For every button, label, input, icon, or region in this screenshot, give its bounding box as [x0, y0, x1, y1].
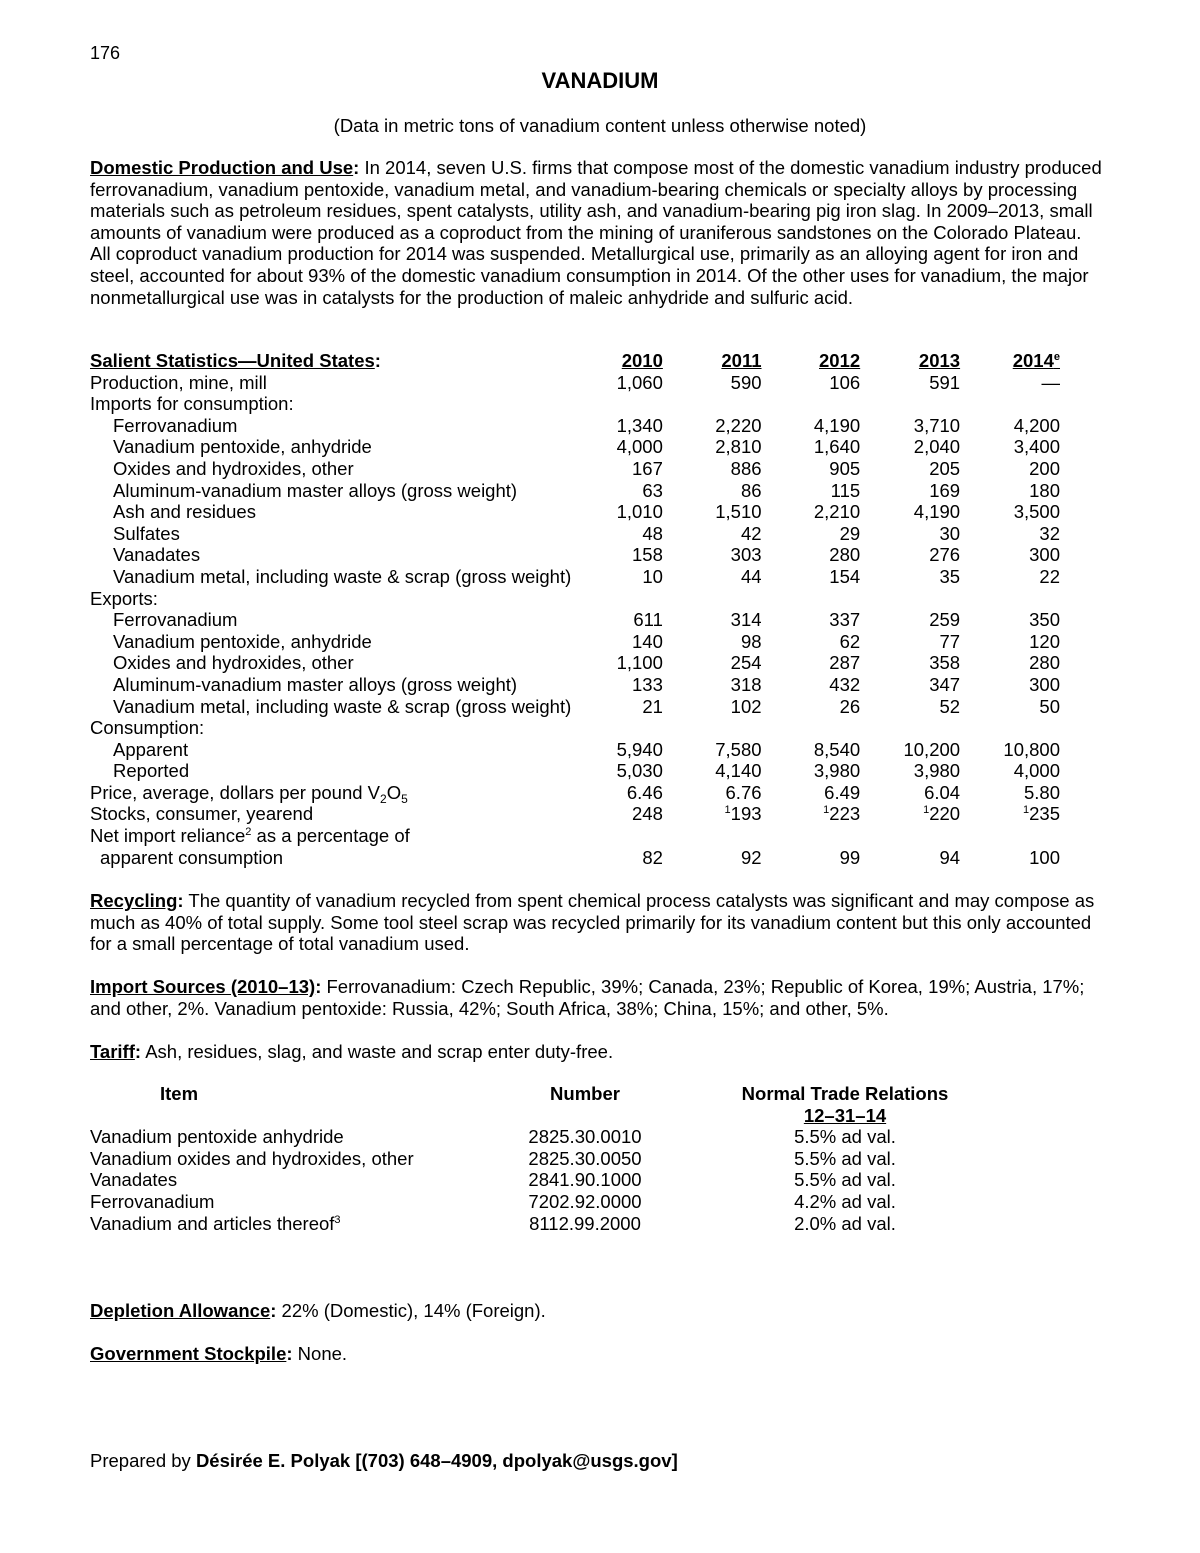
- stats-row: [90, 458, 1060, 480]
- stats-value: 259: [929, 609, 961, 631]
- stats-row-label: Production, mine, mill: [90, 371, 267, 393]
- stats-row-label: Net import reliance$^2$ as a percentage of: [90, 825, 410, 847]
- stats-value: 314: [730, 609, 762, 631]
- stats-value: 6.46: [626, 781, 663, 803]
- stats-value: [860, 588, 960, 610]
- stats-row: [90, 436, 1060, 458]
- stats-value: [663, 717, 762, 739]
- stats-row-label: Oxides and hydroxides, other: [113, 457, 354, 479]
- stats-value: 4,000: [616, 436, 663, 458]
- stats-value: 3,400: [1013, 436, 1060, 458]
- stats-row-label: Apparent: [113, 738, 189, 760]
- stats-value: 200: [1029, 457, 1060, 479]
- stats-row: [90, 825, 1060, 847]
- stats-value: [762, 717, 861, 739]
- tariff-number: 7202.92.0000: [528, 1190, 642, 1212]
- footnote-mark: 1: [724, 804, 731, 817]
- recycling-text: The quantity of vanadium recycled from spent chemical process catalysts was significant and may compose as much as 40% of total supply. Some tool steel scrap was recycled primarily for its vanadium content but this only accounted for a small percentage of total vanadium used.: [90, 890, 1095, 955]
- stats-value: 52: [939, 695, 961, 717]
- stats-value: 180: [1029, 479, 1060, 501]
- stats-value: [762, 588, 861, 610]
- stats-row-label: Vanadium metal, including waste & scrap (gross weight): [113, 565, 572, 587]
- estimate-mark: e: [1053, 351, 1060, 363]
- stats-row: [90, 393, 1060, 415]
- stats-value: 205: [929, 457, 961, 479]
- stats-value: 4,200: [1013, 414, 1060, 436]
- year-header: 2012: [819, 350, 861, 371]
- stats-value: [960, 825, 1060, 847]
- stats-value: 3,710: [913, 414, 961, 436]
- stats-row: [90, 480, 1060, 502]
- stats-row: [90, 696, 1060, 718]
- stats-value: [960, 717, 1060, 739]
- stats-value: 2,220: [715, 414, 762, 436]
- stats-value: 5,940: [616, 738, 663, 760]
- stats-row: [90, 544, 1060, 566]
- stats-row-label: Stocks, consumer, yearend: [90, 803, 314, 825]
- stats-row-label: Vanadium pentoxide, anhydride: [113, 436, 372, 458]
- stats-value: 154: [829, 565, 861, 587]
- stats-value: [960, 393, 1060, 415]
- stats-value: 3,500: [1013, 501, 1060, 523]
- stats-row-label: Price, average, dollars per pound $V_2O_5$: [90, 781, 408, 806]
- stats-row-label: Ferrovanadium: [113, 609, 238, 631]
- domestic-production-section: Domestic Production and Use: In 2014, seven U.S. firms that compose most of the domestic vanadium industry produced ferrovanadium, vanadium pentoxide, vanadium metal, and vanadium-bearing chemicals or specialty alloys by processing materials such as petroleum residues, spent catalysts, utility ash, and vanadium-bearing pig iron slag. In 2009–2013, small amounts of vanadium were produced as a coproduct from the mining of uraniferous sandstones on the Colorado Plateau. All coproduct vanadium production for 2014 was suspended. Metallurgical use, primarily as an alloying agent for iron and steel, accounted for about 93% of the domestic vanadium consumption in 2014. Of the other uses for vanadium, the major nonmetallurgical use was in catalysts for the production of maleic anhydride and sulfuric acid.: [90, 157, 1102, 308]
- stats-value: 82: [642, 846, 663, 868]
- stats-row: [90, 501, 1060, 523]
- stats-row: [90, 739, 1060, 761]
- stats-value: 3,980: [813, 760, 861, 782]
- tariff-item: Vanadates: [90, 1169, 178, 1191]
- depletion-section: Depletion Allowance: 22% (Domestic), 14% (Foreign).: [90, 1300, 546, 1321]
- page-number: 176: [90, 43, 121, 63]
- stats-header-row: [90, 350, 1060, 372]
- stats-value: 48: [642, 522, 663, 544]
- stats-value: [860, 717, 960, 739]
- stats-value: $^1$223: [823, 803, 861, 825]
- stats-value: 21: [642, 695, 663, 717]
- stats-value: 432: [829, 673, 861, 695]
- stats-value: 4,190: [813, 414, 861, 436]
- tariff-row: [90, 1148, 1000, 1170]
- col-ntr: Normal Trade Relations: [741, 1083, 949, 1104]
- stats-value: 22: [1039, 565, 1060, 587]
- stats-value: 32: [1039, 522, 1060, 544]
- stats-value: 42: [740, 522, 762, 544]
- stats-value: 303: [730, 544, 762, 566]
- stats-value: 280: [1029, 652, 1060, 674]
- stats-row-label: Reported: [113, 760, 190, 782]
- stats-value: [571, 393, 663, 415]
- tariff-item: Vanadium oxides and hydroxides, other: [90, 1147, 414, 1169]
- year-header: 2013: [918, 350, 961, 371]
- stats-value: 2,810: [715, 436, 762, 458]
- stats-row-label: Oxides and hydroxides, other: [113, 652, 354, 674]
- stats-value: 94: [939, 846, 961, 868]
- domestic-heading: Domestic Production and Use: [90, 157, 354, 178]
- stats-value: 611: [633, 609, 663, 631]
- stats-value: 5.80: [1023, 781, 1060, 803]
- stats-value: 26: [839, 695, 861, 717]
- tariff-item: Vanadium and articles thereof$^3$: [90, 1212, 341, 1234]
- stockpile-heading: Government Stockpile: [90, 1343, 287, 1364]
- tariff-number: 8112.99.2000: [529, 1212, 641, 1234]
- stats-value: 10,800: [1003, 738, 1060, 760]
- stats-value: [960, 588, 1060, 610]
- tariff-section: Tariff: Ash, residues, slag, and waste and scrap enter duty-free.: [90, 1041, 614, 1062]
- stats-value: 100: [1029, 846, 1060, 868]
- stats-value: 6.76: [725, 781, 762, 803]
- stats-row-label: Ferrovanadium: [113, 414, 238, 436]
- stats-value: 300: [1029, 673, 1060, 695]
- col-number: Number: [550, 1083, 620, 1104]
- stats-value: 140: [632, 630, 663, 652]
- stats-value: 86: [740, 479, 762, 501]
- stats-value: [663, 393, 762, 415]
- stats-value: 44: [740, 565, 762, 587]
- stats-row: [90, 760, 1060, 782]
- stats-value: 5,030: [616, 760, 663, 782]
- stats-value: [663, 825, 762, 847]
- stats-value: 8,540: [813, 738, 861, 760]
- stats-value: [762, 393, 861, 415]
- stats-row: [90, 566, 1060, 588]
- domestic-text: In 2014, seven U.S. firms that compose most of the domestic vanadium industry produced ferrovanadium, vanadium pentoxide, vanadium metal, and vanadium-bearing chemicals or specialty alloys by processing materials such as petroleum residues, spent catalysts, utility ash, and vanadium-bearing pig iron slag. In 2009–2013, small amounts of vanadium were produced as a coproduct from the mining of uraniferous sandstones on the Colorado Plateau. All coproduct vanadium production for 2014 was suspended. Metallurgical use, primarily as an alloying agent for iron and steel, accounted for about 93% of the domestic vanadium consumption in 2014. Of the other uses for vanadium, the major nonmetallurgical use was in catalysts for the production of maleic anhydride and sulfuric acid.: [90, 157, 1102, 308]
- stats-value: —: [1041, 371, 1060, 393]
- stats-row-label: Sulfates: [113, 522, 180, 544]
- stats-value: 120: [1029, 630, 1060, 652]
- stats-value: 6.04: [924, 781, 961, 803]
- stats-value: 106: [829, 371, 861, 393]
- stats-value: 167: [632, 457, 663, 479]
- author-contact: Désirée E. Polyak [(703) 648–4909, dpolyak@usgs.gov]: [195, 1450, 678, 1471]
- stats-value: 4,000: [1013, 760, 1060, 782]
- stats-value: 4,140: [715, 760, 762, 782]
- stats-value: 92: [740, 846, 762, 868]
- tariff-table: [90, 1083, 1000, 1234]
- prepared-by: [90, 1450, 678, 1472]
- year-header: 2014e: [1012, 350, 1060, 371]
- stats-value: 115: [830, 479, 861, 501]
- stats-row: [90, 674, 1060, 696]
- stats-value: [571, 825, 663, 847]
- stats-row-label: Consumption:: [90, 717, 205, 739]
- tariff-rate: 4.2% ad val.: [794, 1190, 896, 1212]
- stats-value: $^1$193: [724, 803, 762, 825]
- stats-row-label: Aluminum-vanadium master alloys (gross weight): [113, 673, 518, 695]
- stats-value: $^1$220: [923, 803, 961, 825]
- stats-value: 10,200: [903, 738, 961, 760]
- stats-value: [571, 717, 663, 739]
- tariff-row: [90, 1213, 1000, 1235]
- prepared-by-prefix: Prepared by: [90, 1450, 191, 1471]
- stats-value: 98: [740, 630, 762, 652]
- stats-value: 1,640: [813, 436, 861, 458]
- stats-value: 1,060: [616, 371, 663, 393]
- stats-value: 280: [829, 544, 861, 566]
- tariff-item: Vanadium pentoxide anhydride: [90, 1126, 344, 1148]
- tariff-rate: 2.0% ad val.: [794, 1212, 896, 1234]
- recycling-section: Recycling: The quantity of vanadium recycled from spent chemical process catalysts was significant and may compose as much as 40% of total supply. Some tool steel scrap was recycled primarily for its vanadium content but this only accounted for a small percentage of total vanadium used.: [90, 890, 1095, 955]
- stats-row: [90, 588, 1060, 610]
- stats-value: 35: [939, 565, 961, 587]
- tariff-heading: Tariff: [90, 1041, 135, 1062]
- stats-value: 350: [1029, 609, 1060, 631]
- stats-value: 590: [730, 371, 762, 393]
- stats-row: [90, 717, 1060, 739]
- stats-value: 102: [730, 695, 762, 717]
- stockpile-section: Government Stockpile: None.: [90, 1343, 348, 1364]
- stats-value: 276: [929, 544, 961, 566]
- stats-row-label: apparent consumption: [100, 846, 284, 868]
- import-sources-text: Ferrovanadium: Czech Republic, 39%; Canada, 23%; Republic of Korea, 19%; Austria, 17%; and other, 2%. Vanadium pentoxide: Russia, 42%; South Africa, 38%; China, 15%; and other, 5%.: [90, 976, 1085, 1019]
- tariff-rate: 5.5% ad val.: [794, 1169, 896, 1191]
- stats-value: 50: [1039, 695, 1060, 717]
- recycling-heading: Recycling: [90, 890, 178, 911]
- stats-value: 1,340: [616, 414, 663, 436]
- stats-row-label: Vanadates: [113, 544, 201, 566]
- stats-value: 10: [642, 565, 663, 587]
- stats-value: 318: [730, 673, 762, 695]
- stats-row: [90, 372, 1060, 394]
- stats-value: 358: [929, 652, 961, 674]
- tariff-rate: 5.5% ad val.: [794, 1147, 896, 1169]
- tariff-row: [90, 1169, 1000, 1191]
- stats-value: 337: [829, 609, 861, 631]
- stats-row-label: Vanadium metal, including waste & scrap (gross weight): [113, 695, 572, 717]
- tariff-rate: 5.5% ad val.: [794, 1126, 896, 1148]
- stats-row-label: Imports for consumption:: [90, 393, 294, 415]
- stats-value: 29: [839, 522, 861, 544]
- depletion-text: 22% (Domestic), 14% (Foreign).: [281, 1300, 546, 1321]
- stats-value: 4,190: [913, 501, 961, 523]
- stats-row: [90, 523, 1060, 545]
- stats-value: 1,100: [616, 652, 663, 674]
- stats-value: 6.49: [824, 781, 861, 803]
- stats-value: 1,010: [616, 501, 663, 523]
- footnote-mark: 1: [823, 804, 830, 817]
- stats-value: 254: [730, 652, 762, 674]
- stats-value: 62: [839, 630, 861, 652]
- import-sources-section: Import Sources (2010–13): Ferrovanadium: Czech Republic, 39%; Canada, 23%; Republic of Korea, 19%; Austria, 17%; and other, 2%. Vanadium pentoxide: Russia, 42%; South Africa, 38%; China, 15%; and other, 5%.: [90, 976, 1085, 1019]
- stats-value: [762, 825, 861, 847]
- footnote-mark: 1: [1023, 804, 1030, 817]
- stats-value: 158: [632, 544, 663, 566]
- stats-value: 7,580: [715, 738, 762, 760]
- col-ntr-date: 12–31–14: [803, 1104, 887, 1126]
- stats-value: 248: [632, 803, 663, 825]
- stats-row: [90, 803, 1060, 825]
- stats-heading: Salient Statistics—United States:: [90, 350, 381, 371]
- tariff-row: [90, 1126, 1000, 1148]
- stats-value: [571, 588, 663, 610]
- stats-value: 77: [939, 630, 961, 652]
- year-header: 2011: [721, 350, 762, 371]
- stats-value: 99: [839, 846, 861, 868]
- stats-row: [90, 631, 1060, 653]
- stats-value: 3,980: [913, 760, 961, 782]
- stats-value: 300: [1029, 544, 1060, 566]
- stats-row: [90, 415, 1060, 437]
- stats-row: [90, 652, 1060, 674]
- stats-value: 591: [929, 371, 961, 393]
- stats-value: $^1$235: [1023, 803, 1060, 825]
- stats-value: 287: [829, 652, 861, 674]
- stats-value: [663, 588, 762, 610]
- depletion-heading: Depletion Allowance: [90, 1300, 271, 1321]
- stats-value: 886: [730, 457, 762, 479]
- salient-statistics-table: [90, 350, 1060, 868]
- footnote-mark: 3: [334, 1213, 341, 1226]
- stats-row-label: Exports:: [90, 587, 158, 609]
- col-item: Item: [160, 1083, 199, 1104]
- stats-value: 2,210: [813, 501, 861, 523]
- page-subtitle: (Data in metric tons of vanadium content unless otherwise noted): [333, 115, 867, 136]
- tariff-header-row-2: [90, 1105, 1000, 1127]
- stats-value: 2,040: [913, 436, 961, 458]
- stats-value: 169: [929, 479, 961, 501]
- stockpile-text: None.: [297, 1343, 348, 1364]
- year-header: 2010: [621, 350, 663, 371]
- tariff-number: 2825.30.0010: [528, 1126, 642, 1148]
- tariff-text: Ash, residues, slag, and waste and scrap enter duty-free.: [145, 1041, 614, 1062]
- tariff-number: 2841.90.1000: [528, 1169, 642, 1191]
- stats-value: [860, 393, 960, 415]
- stats-row: [90, 782, 1060, 804]
- tariff-number: 2825.30.0050: [528, 1147, 642, 1169]
- stats-value: 133: [632, 673, 663, 695]
- tariff-row: [90, 1191, 1000, 1213]
- stats-row-label: Aluminum-vanadium master alloys (gross weight): [113, 479, 518, 501]
- stats-row-label: Vanadium pentoxide, anhydride: [113, 630, 372, 652]
- tariff-item: Ferrovanadium: [90, 1190, 215, 1212]
- stats-row: [90, 847, 1060, 869]
- stats-value: 905: [829, 457, 861, 479]
- stats-value: 30: [939, 522, 961, 544]
- tariff-header-row: [90, 1083, 1000, 1105]
- stats-value: 63: [642, 479, 663, 501]
- stats-value: 1,510: [715, 501, 762, 523]
- stats-value: [860, 825, 960, 847]
- stats-value: 347: [929, 673, 961, 695]
- stats-row: [90, 609, 1060, 631]
- page-title: VANADIUM: [541, 68, 659, 93]
- import-sources-heading: Import Sources (2010–13): [90, 976, 316, 997]
- footnote-mark: 1: [923, 804, 930, 817]
- stats-row-label: Ash and residues: [113, 501, 256, 523]
